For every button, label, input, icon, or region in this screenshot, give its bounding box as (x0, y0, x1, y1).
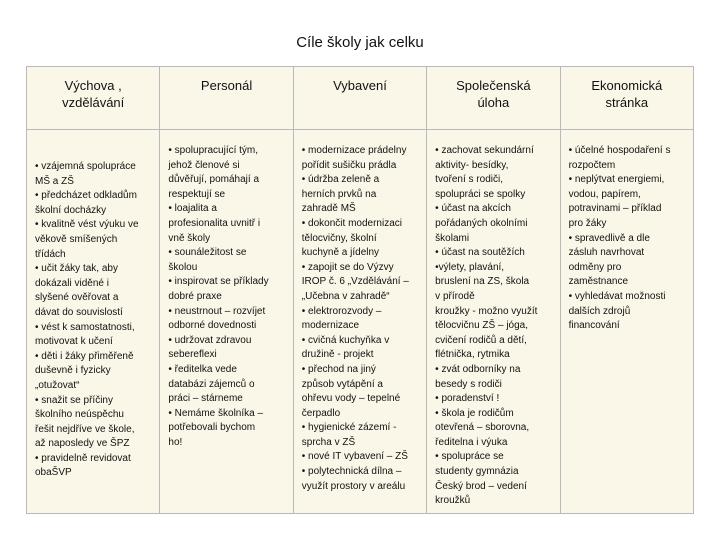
text-line: • inspirovat se příklady (168, 276, 269, 288)
text-line: vodou, papírem, (568, 188, 641, 200)
text-line: vně školy (168, 232, 211, 244)
text-line: třídách (35, 248, 66, 260)
text-line: • pravidelně revidovat (35, 452, 131, 464)
text-line: Český brod – vedení (435, 480, 527, 492)
text-line: • kvalitně vést výuku ve (35, 219, 139, 231)
header-line: vzdělávání (62, 95, 125, 110)
column-header-spolecenska-uloha (427, 67, 560, 130)
text-line: • sounáležitost se (168, 247, 247, 259)
text-line: • vzájemná spolupráce (35, 161, 136, 172)
text-line: školního neúspěchu (35, 409, 124, 421)
cell-vychova (27, 130, 160, 514)
text-line: • polytechnická dílna – (301, 466, 402, 478)
text-line: tělocvičnu ZŠ – jóga, (435, 320, 528, 332)
text-line: studenty gymnázia (435, 466, 519, 478)
text-line: „otužovat“ (35, 379, 80, 391)
text-line: potřebovali bychom (168, 422, 256, 434)
header-line: stránka (605, 95, 649, 110)
text-line: dávat do souvislostí (35, 306, 123, 318)
text-line: školou (168, 261, 198, 273)
text-line: financování (568, 320, 620, 332)
text-line: odměny pro (568, 261, 622, 273)
text-line: odborné dovednosti (168, 320, 257, 332)
text-line: cvičení rodičů a dětí, (435, 334, 527, 346)
text-line: „Učebna v zahradě“ (301, 290, 390, 302)
text-line: dokázali viděné i (35, 277, 109, 289)
text-line: • ředitelka vede (168, 363, 237, 375)
text-line: respektují se (168, 188, 226, 200)
text-line: • škola je rodičům (435, 407, 514, 419)
text-line: • neplýtvat energiemi, (568, 174, 665, 186)
text-line: kroužků (435, 495, 471, 507)
text-line: • hygienické zázemí - (301, 422, 397, 434)
text-line: v přírodě (435, 290, 475, 302)
text-line: věkově smíšených (35, 233, 118, 245)
text-line: školní docházky (35, 204, 107, 216)
text-line: pořádaných okolními (435, 217, 528, 229)
cell-spolecenska-uloha (427, 130, 560, 514)
text-line: • elektrorozvody – (301, 305, 382, 317)
header-line: Výchova , (64, 78, 122, 93)
text-line: zahradě MŠ (301, 203, 356, 215)
text-line: kuchyně a jídelny (301, 247, 380, 259)
text-line: • vést k samostatnosti, (35, 321, 135, 333)
header-line: Personál (200, 78, 253, 93)
cell-vybaveni (293, 130, 426, 514)
text-line: kroužky - možno využít (435, 305, 538, 317)
text-line: sprcha v ZŠ (301, 436, 356, 448)
text-line: ohřevu vody – tepelné (301, 393, 401, 405)
text-line: • účast na akcích (435, 203, 511, 215)
text-line: ho! (168, 436, 183, 448)
cell-personal (160, 130, 293, 514)
text-line: • účast na soutěžích (435, 247, 525, 259)
text-line: • nové IT vybavení – ZŠ (301, 451, 408, 463)
text-line: • předcházet odkladům (35, 190, 137, 202)
text-line: školami (435, 232, 470, 244)
column-header-vychova (27, 67, 160, 130)
text-line: • učit žáky tak, aby (35, 263, 118, 275)
text-line: •výlety, plavání, (435, 261, 505, 273)
text-line: • loajalita a (168, 203, 217, 215)
text-line: pořídit sušičku prádla (301, 159, 397, 171)
text-line: čerpadlo (301, 407, 341, 419)
text-line: • modernizace prádelny (301, 145, 407, 156)
text-line: IROP č. 6 „Vzdělávání – (301, 276, 409, 288)
text-line: • udržovat zdravou (168, 334, 252, 346)
content-row (27, 130, 694, 514)
text-line: • dokončit modernizaci (301, 217, 402, 229)
text-line: • Nemáme školníka – (168, 407, 264, 419)
text-line: bruslení na ZS, škola (435, 276, 530, 288)
column-header-vybaveni (293, 67, 426, 130)
text-line: • údržba zeleně a (301, 174, 380, 186)
text-line: práci – stárneme (168, 393, 243, 405)
text-line: flétnička, rytmika (435, 349, 510, 361)
header-line: Vybavení (333, 78, 387, 93)
text-line: • spravedlivě a dle (568, 232, 650, 244)
text-line: tělocvičny, školní (301, 232, 377, 244)
text-line: • zvát odborníky na (435, 363, 521, 375)
text-line: otevřená – sborovna, (435, 422, 530, 434)
text-line: modernizace (301, 320, 360, 332)
header-line: Společenská (456, 78, 531, 93)
text-line: aktivity- besídky, (435, 159, 509, 171)
text-line: slyšené ověřovat a (35, 292, 119, 304)
text-line: • snažit se příčiny (35, 394, 113, 406)
text-line: dalších zdrojů (568, 305, 631, 317)
text-line: • spolupracující tým, (168, 145, 259, 156)
text-line: potravinami – příklad (568, 203, 662, 215)
text-line: využít prostory v areálu (301, 480, 406, 492)
text-line: profesionalita uvnitř i (168, 217, 261, 229)
text-line: • zachovat sekundární (435, 145, 534, 156)
text-line: MŠ a ZŠ (35, 175, 74, 187)
text-line: ředitelna i výuka (435, 436, 508, 448)
text-line: obaŠVP (35, 467, 72, 479)
text-line: herních prvků na (301, 188, 377, 200)
text-line: zaměstnance (568, 276, 629, 288)
text-line: besedy s rodiči (435, 378, 502, 390)
text-line: jehož členové si (168, 159, 240, 171)
goals-table (26, 66, 694, 514)
text-line: duševně i fyzicky (35, 365, 111, 377)
text-line: • děti i žáky přiměřeně (35, 350, 134, 362)
page-title: Cíle školy jak celku (296, 34, 424, 51)
cell-ekonomicka-stranka (560, 130, 693, 514)
text-line: pro žáky (568, 217, 607, 229)
text-line: • poradenství ! (435, 393, 500, 405)
header-row (27, 67, 694, 130)
text-line: zásluh navrhovat (568, 247, 645, 259)
text-line: tvoření s rodiči, (435, 174, 503, 186)
column-header-ekonomicka-stranka (560, 67, 693, 130)
text-line: • zapojit se do Výzvy (301, 261, 394, 273)
text-line: dobré praxe (168, 290, 222, 302)
text-line: • cvičná kuchyňka v (301, 334, 390, 346)
text-line: • spolupráce se (435, 451, 504, 463)
text-line: až naposledy ve ŠPZ (35, 438, 130, 450)
text-line: rozpočtem (568, 159, 616, 171)
text-line: • přechod na jiný (301, 363, 376, 375)
text-line: spolupráci se spolky (435, 188, 526, 200)
header-line: úloha (477, 95, 510, 110)
text-line: • neustrnout – rozvíjet (168, 305, 266, 317)
text-line: družině - projekt (301, 349, 374, 361)
text-line: důvěřují, pomáhají a (168, 174, 260, 186)
text-line: sebereflexi (168, 349, 217, 361)
header-line: Ekonomická (591, 78, 663, 93)
column-header-personal (160, 67, 293, 130)
text-line: způsob vytápění a (301, 378, 383, 390)
text-line: motivovat k učení (35, 336, 113, 348)
text-line: • vyhledávat možnosti (568, 290, 666, 302)
text-line: databázi zájemců o (168, 378, 255, 390)
text-line: • účelné hospodaření s (568, 145, 671, 156)
text-line: řešit nejdříve ve škole, (35, 423, 135, 435)
